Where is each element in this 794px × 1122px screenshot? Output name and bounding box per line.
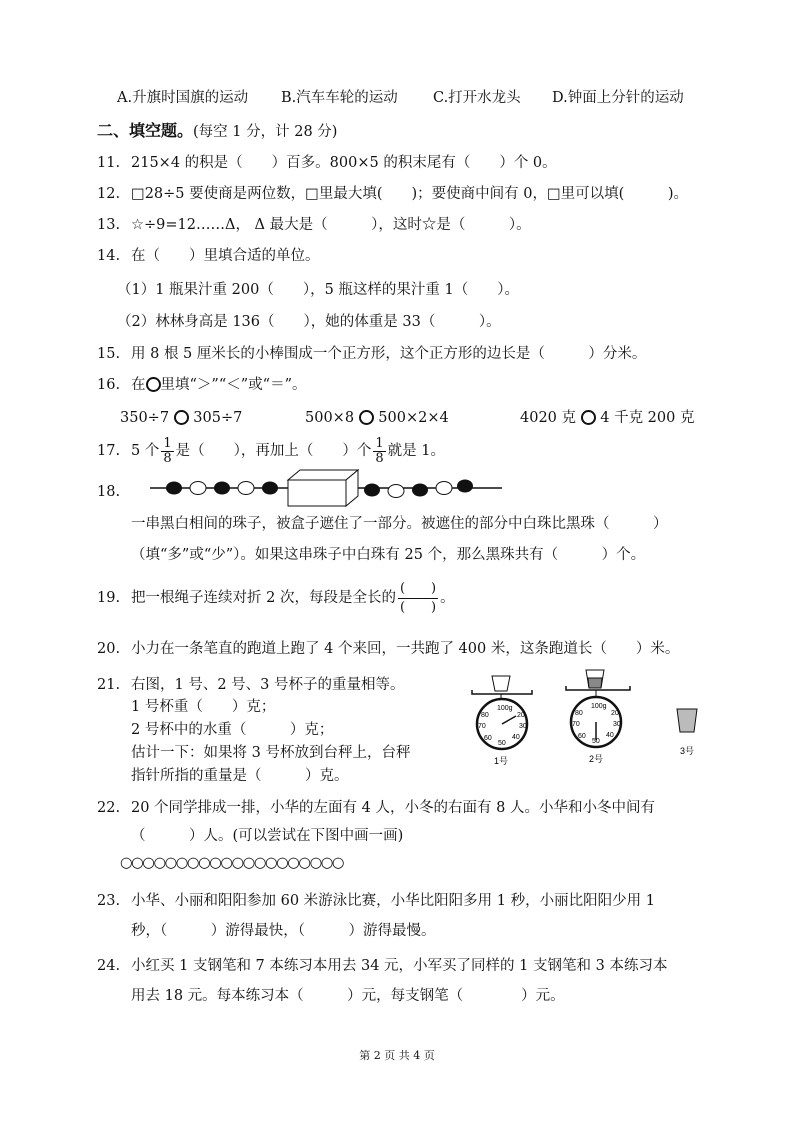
bead-black: [364, 484, 380, 497]
bead-black: [457, 480, 473, 493]
section-note: (每空 1 分，计 28 分): [193, 124, 338, 140]
cup-3-label: 3号: [680, 746, 695, 756]
bead-white: [238, 482, 254, 495]
bead-black: [262, 482, 278, 495]
section-heading: [97, 118, 337, 141]
q22-text: 20 个同学排成一排，小华的左面有 4 人，小冬的右面有 8 人。小华和小冬中间有: [131, 800, 655, 816]
q19-number: 19.: [97, 590, 121, 606]
scale-1: [472, 676, 532, 766]
q22-circles: ○○○○○○○○○○○○○○○○○○○○: [120, 855, 344, 871]
dial2-20: 20: [611, 710, 619, 717]
q18-line2: （填“多”或“少”）。如果这串珠子中白珠有 25 个，那么黑珠共有（ ）个。: [131, 547, 646, 563]
q16-text-a: 在: [131, 377, 146, 393]
dial1-80: 80: [481, 712, 489, 719]
dial1-60: 60: [484, 735, 492, 742]
page-number: 第 2 页 共 4 页: [359, 1049, 435, 1062]
q17-text: [131, 432, 445, 470]
q17-frac2-num: 1: [375, 435, 384, 451]
option-d: D.钟面上分针的运动: [552, 90, 684, 106]
q21-line4: 估计一下：如果将 3 号杯放到台秤上，台秤: [131, 745, 411, 761]
q16-compare-1: [120, 408, 242, 428]
q17-frac1-den: 8: [163, 450, 172, 466]
q21-line2: 1 号杯重（ ）克；: [131, 699, 276, 715]
q14-number: 14.: [97, 248, 121, 264]
q23-line2: 秒，（ ）游得最快，（ ）游得最慢。: [131, 923, 436, 939]
dial1-20: 20: [517, 712, 525, 719]
q12-text: □28÷5 要使商是两位数，□里最大填( )；要使商中间有 0，□里可以填( )。: [131, 186, 688, 202]
compare-1-right: 305÷7: [193, 410, 243, 426]
bead-black: [166, 482, 182, 495]
compare-1-left: 350÷7: [120, 410, 170, 426]
q13-text: ☆÷9=12……Δ， Δ 最大是（ ），这时☆是（ ）。: [131, 217, 531, 233]
q11-text: 215×4 的积是（ ）百多。800×5 的积末尾有（ ）个 0。: [131, 155, 557, 171]
q19-frac-num: ( ): [398, 580, 438, 599]
q14-text: 在（ ）里填合适的单位。: [131, 248, 320, 264]
q17-frac2-den: 8: [375, 450, 384, 466]
q17-p1: 5 个: [131, 443, 160, 459]
compare-3-left: 4020 克: [520, 410, 577, 426]
q15-text: 用 8 根 5 厘米长的小棒围成一个正方形，这个正方形的边长是（ ）分米。: [131, 346, 647, 362]
scale-1-label: 1号: [494, 756, 509, 766]
q19-tail: 。: [440, 590, 455, 606]
scale-2: [566, 670, 630, 764]
q19-body: 把一根绳子连续对折 2 次，每段是全长的: [131, 590, 396, 606]
q21-text: 右图，1 号、2 号、3 号杯子的重量相等。: [131, 677, 405, 693]
q20-text: 小力在一条笔直的跑道上跑了 4 个来回，一共跑了 400 米，这条跑道长（ ）米。: [131, 641, 680, 657]
dial2-80: 80: [575, 710, 583, 717]
compare-circle-icon: [146, 377, 161, 392]
q21-number: 21.: [97, 677, 121, 693]
q19-fraction: [398, 580, 438, 617]
dial2-100g: 100g: [591, 703, 607, 710]
q17-fraction-1: [161, 437, 173, 466]
compare-2-left: 500×8: [305, 410, 355, 426]
bead-white: [388, 485, 404, 498]
q16-compare-3: [520, 408, 694, 428]
q16-text: [131, 375, 306, 395]
q13-number: 13.: [97, 217, 121, 233]
q24-number: 24.: [97, 958, 121, 974]
q16-number: 16.: [97, 377, 121, 393]
q24-line2: 用去 18 元。每本练习本（ ）元，每支钢笔（ ）元。: [131, 988, 565, 1004]
bead-black: [412, 484, 428, 497]
q21-line3: 2 号杯中的水重（ ）克；: [131, 722, 334, 738]
bead-string-diagram: [150, 470, 505, 506]
q22-number: 22.: [97, 800, 121, 816]
q17-fraction-2: [373, 437, 385, 466]
cup-3-icon: [677, 709, 697, 732]
q19-frac-den: ( ): [399, 599, 437, 615]
page-footer: [0, 1047, 794, 1063]
q18-line1: 一串黑白相间的珠子，被盒子遮住了一部分。被遮住的部分中白珠比黑珠（ ）: [131, 516, 668, 532]
compare-3-right: 4 千克 200 克: [600, 410, 695, 426]
bead-white: [436, 482, 452, 495]
dial1-30: 30: [519, 723, 527, 730]
q14-sub2: （2）林林身高是 136（ ），她的体重是 33（ ）。: [117, 314, 501, 330]
q16-text-b: 里填“＞”“＜”或“＝”。: [160, 377, 307, 393]
bead-white: [190, 482, 206, 495]
compare-1-circle-icon: [174, 410, 189, 425]
box-front: [288, 480, 346, 506]
q11-number: 11.: [97, 155, 121, 171]
cup-3: [677, 709, 697, 756]
option-c: C.打开水龙头: [433, 90, 521, 106]
cup-1-icon: [492, 676, 510, 691]
dial2-50: 50: [592, 738, 600, 745]
q21-line5: 指针所指的重量是（ ）克。: [131, 768, 349, 784]
q12-number: 12.: [97, 186, 121, 202]
option-a: A.升旗时国旗的运动: [117, 90, 249, 106]
dial1-100g: 100g: [497, 705, 513, 712]
dial2-70: 70: [572, 721, 580, 728]
q14-sub1: （1）1 瓶果汁重 200（ ），5 瓶这样的果汁重 1（ ）。: [117, 282, 520, 298]
q17-p3: 就是 1。: [387, 443, 445, 459]
q20-number: 20.: [97, 641, 121, 657]
compare-2-right: 500×2×4: [378, 410, 449, 426]
dial1-40: 40: [512, 734, 520, 741]
q17-number: 17.: [97, 443, 121, 459]
dial1-70: 70: [478, 723, 486, 730]
q24-text: 小红买 1 支钢笔和 7 本练习本用去 34 元，小军买了同样的 1 支钢笔和 3 本练习本: [131, 958, 668, 974]
scales-figure: [462, 664, 712, 774]
q15-number: 15.: [97, 346, 121, 362]
q18-number: 18.: [97, 484, 121, 500]
option-b: B.汽车车轮的运动: [281, 90, 398, 106]
dial1-50: 50: [498, 740, 506, 747]
compare-2-circle-icon: [359, 410, 374, 425]
q23-number: 23.: [97, 893, 121, 909]
dial2-30: 30: [613, 721, 621, 728]
dial2-40: 40: [606, 732, 614, 739]
dial2-60: 60: [578, 733, 586, 740]
q23-text: 小华、小丽和阳阳参加 60 米游泳比赛，小华比阳阳多用 1 秒，小丽比阳阳少用 1: [131, 893, 655, 909]
section-title: 二、填空题。: [97, 121, 194, 140]
compare-3-circle-icon: [581, 410, 596, 425]
q22-line2: （ ）人。(可以尝试在下图中画一画): [131, 828, 404, 844]
q17-p2: 是（ ），再加上（ ）个: [175, 443, 372, 459]
scale-2-label: 2号: [589, 754, 604, 764]
q16-compare-2: [305, 408, 449, 428]
cup-2-water: [588, 678, 602, 688]
bead-black: [214, 482, 230, 495]
q17-frac1-num: 1: [163, 435, 172, 451]
q19-text: [131, 576, 455, 620]
